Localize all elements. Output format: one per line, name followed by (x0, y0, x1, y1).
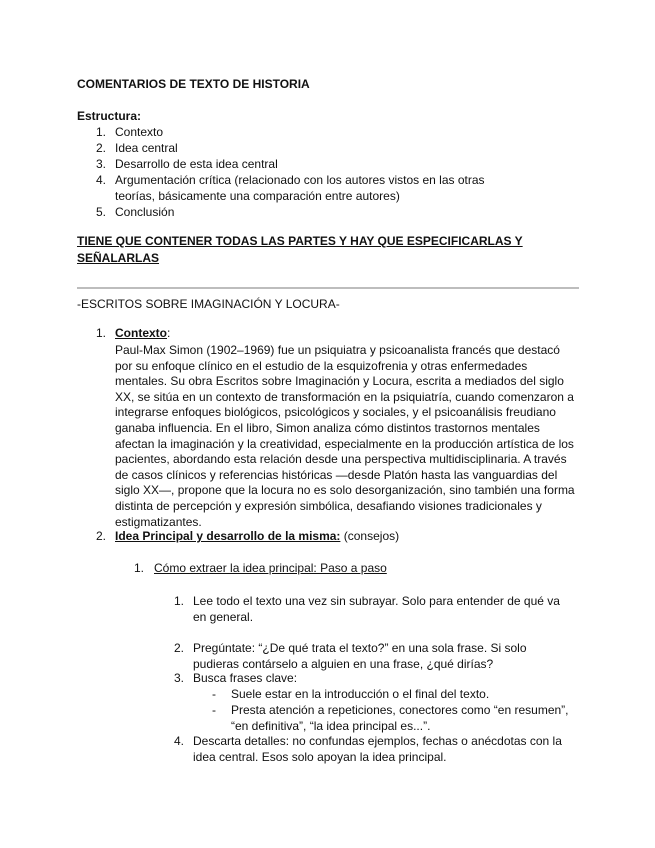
list-number: 2. (96, 141, 107, 155)
estructura-heading: Estructura: (77, 109, 142, 123)
context-paragraph: Paul-Max Simon (1902–1969) fue un psiquiatra y psicoanalista francés que destacó por su enfoque clínico en el estudio de la esquizofrenia y otras enfermedades mentales. Su obra Escritos sobre Imaginación y Locura, escrita a mediados del siglo XX, se sitúa en un contexto de transformación en la psiquiatría, cuando comenzaron a integrarse enfoques biológicos, psicológicos y sociales, y el psicoanálisis freudiano ganaba influencia. En el libro, Simon analiza cómo distintos trastornos mentales afectan la imaginación y la creatividad, especialmente en la producción artística de los pacientes, abordando esta relación desde una perspectiva multidisciplinaria. A través de casos clínicos y referencias históricas —desde Platón hasta las vanguardias del siglo XX—, propone que la locura no es solo desorganización, sino también una forma distinta de percepción y expresión simbólica, desafiando visiones tradicionales y estigmatizantes. (115, 343, 575, 529)
horizontal-divider (77, 287, 579, 289)
section-heading-text: Contexto (115, 326, 167, 340)
step-text: Descarta detalles: no confundas ejemplos, fechas o anécdotas con la idea central. Esos solo apoyan la idea principal. (193, 734, 562, 764)
list-text: Contexto (115, 125, 164, 139)
requirement-warning: TIENE QUE CONTENER TODAS LAS PARTES Y HAY QUE ESPECIFICARLAS Y SEÑALARLAS (77, 234, 523, 265)
section-heading-text: Idea Principal y desarrollo de la misma: (115, 529, 341, 543)
bullet-text: Suele estar en la introducción o el final del texto. (231, 687, 490, 701)
step-number: 1. (174, 594, 185, 608)
section-heading-contexto (115, 326, 170, 340)
list-item (77, 172, 525, 204)
heading-suffix: (consejos) (340, 529, 400, 543)
heading-colon: : (167, 326, 171, 340)
subsection-number: 1. (134, 561, 145, 575)
list-text: Argumentación crítica (relacionado con los autores vistos en las otras teorías, básicamente una comparación entre autores) (115, 173, 485, 203)
step-text: Pregúntate: “¿De qué trata el texto?” en una sola frase. Si solo pudieras contárselo a alguien en una frase, ¿qué dirías? (193, 641, 527, 671)
list-number: 4. (96, 173, 107, 187)
bullet-dash: - (212, 687, 216, 701)
bullet-item (212, 702, 572, 734)
list-number: 1. (96, 125, 107, 139)
list-item (77, 140, 525, 156)
bullet-dash: - (212, 703, 216, 717)
bullet-text: Presta atención a repeticiones, conectores como “en resumen”, “en definitiva”, “la idea principal es...”. (231, 703, 569, 733)
list-number: 3. (96, 157, 107, 171)
document-title: COMENTARIOS DE TEXTO DE HISTORIA (77, 77, 310, 91)
step-item (174, 670, 574, 686)
section-heading-idea-principal (115, 529, 399, 543)
list-text: Conclusión (115, 205, 175, 219)
list-item (77, 124, 525, 140)
step-number: 2. (174, 641, 185, 655)
list-item (77, 204, 525, 220)
list-text: Idea central (115, 141, 178, 155)
step-item (174, 593, 574, 625)
list-text: Desarrollo de esta idea central (115, 157, 278, 171)
bullet-item (212, 686, 572, 702)
step-item (174, 640, 574, 672)
book-title: -ESCRITOS SOBRE IMAGINACIÓN Y LOCURA- (77, 297, 340, 311)
subsection-heading: Cómo extraer la idea principal: Paso a paso (154, 561, 387, 575)
section-number: 2. (96, 529, 107, 543)
step-text: Busca frases clave: (193, 671, 298, 685)
estructura-list (77, 124, 525, 220)
step-text: Lee todo el texto una vez sin subrayar. Solo para entender de qué va en general. (193, 594, 560, 624)
section-number: 1. (96, 326, 107, 340)
step-number: 3. (174, 671, 185, 685)
step-number: 4. (174, 734, 185, 748)
list-number: 5. (96, 205, 107, 219)
list-item (77, 156, 525, 172)
step-item (174, 733, 574, 765)
